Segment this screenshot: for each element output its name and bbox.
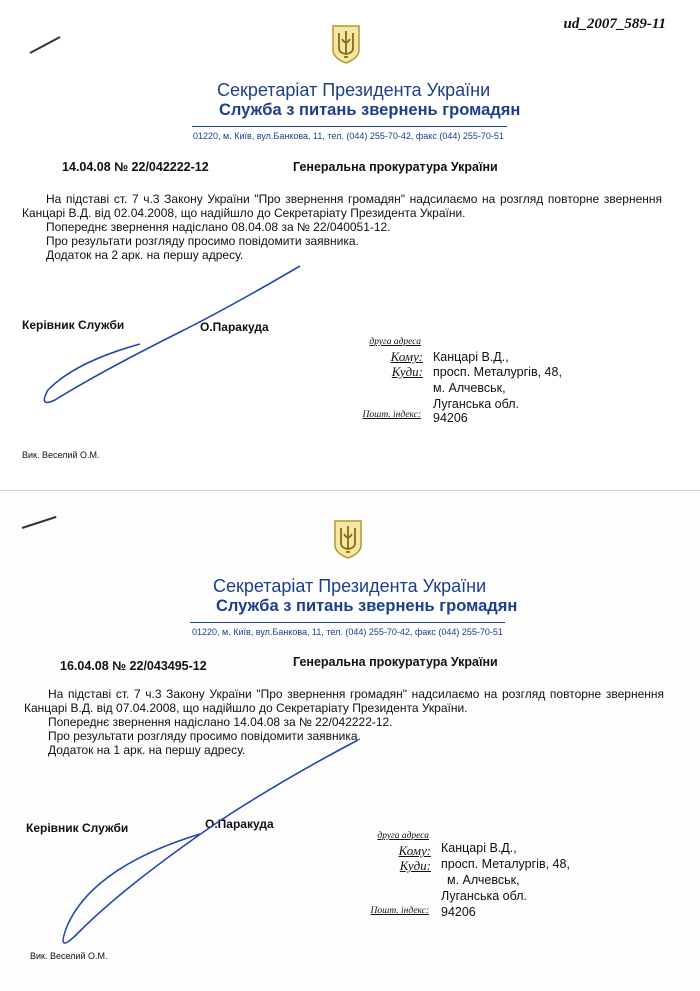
where-line: Луганська обл. xyxy=(441,889,527,903)
letter-1 xyxy=(0,0,700,488)
addressee: Генеральна прокуратура України xyxy=(293,160,498,174)
org-address: 01220, м. Київ, вул.Банкова, 11, тел. (044) 255-70-42, факс (044) 255-70-51 xyxy=(193,131,504,141)
reference-number: 16.04.08 № 22/043495-12 xyxy=(60,659,207,673)
body-paragraph: На підставі ст. 7 ч.3 Закону України "Про звернення громадян" надсилаємо на розгляд повторне звернення Канцарі В.Д. від 07.04.2008, що надійшло до Секретаріату Президента України. xyxy=(24,687,664,715)
postcode-label: Пошт. індекс: xyxy=(362,410,421,420)
executor: Вик. Веселий О.М. xyxy=(30,951,108,961)
postcode-value: 94206 xyxy=(441,905,476,919)
second-address-label: друга адреса xyxy=(377,831,429,841)
body-paragraph: На підставі ст. 7 ч.3 Закону України "Про звернення громадян" надсилаємо на розгляд повторне звернення Канцарі В.Д. від 02.04.2008, що надійшло до Секретаріату Президента України. xyxy=(22,192,662,220)
handwritten-signature xyxy=(30,262,310,412)
to-value: Канцарі В.Д., xyxy=(441,841,517,855)
org-department: Служба з питань звернень громадян xyxy=(216,597,518,615)
postcode-value: 94206 xyxy=(433,411,468,425)
org-name: Секретаріат Президента України xyxy=(217,80,491,100)
signer-title: Керівник Служби xyxy=(26,821,129,835)
reference-number: 14.04.08 № 22/042222-12 xyxy=(62,160,209,174)
to-value: Канцарі В.Д., xyxy=(433,350,509,364)
where-line: м. Алчевськ, xyxy=(433,381,506,395)
letterhead-rule xyxy=(190,622,505,623)
punch-mark xyxy=(22,516,57,529)
where-label: Куди: xyxy=(391,364,423,379)
where-label: Куди: xyxy=(399,858,431,873)
document-id: ud_2007_589-11 xyxy=(563,16,666,32)
punch-mark xyxy=(30,36,61,54)
org-name: Секретаріат Президента України xyxy=(213,576,487,596)
where-line: просп. Металургів, 48, xyxy=(441,857,570,871)
signer-name: О.Паракуда xyxy=(200,320,269,334)
handwritten-signature xyxy=(40,736,370,961)
org-address: 01220, м. Київ, вул.Банкова, 11, тел. (044) 255-70-42, факс (044) 255-70-51 xyxy=(192,627,503,637)
letter-2 xyxy=(0,490,700,991)
body-paragraph: Про результати розгляду просимо повідомити заявника. xyxy=(46,234,359,248)
body-paragraph: Попереднє звернення надіслано 14.04.08 за № 22/042222-12. xyxy=(48,715,393,729)
second-address-label: друга адреса xyxy=(369,337,421,347)
body-paragraph: Додаток на 1 арк. на першу адресу. xyxy=(48,743,246,757)
to-label: Кому: xyxy=(398,843,431,858)
signer-name: О.Паракуда xyxy=(205,817,274,831)
body-paragraph: Про результати розгляду просимо повідомити заявника. xyxy=(48,729,361,743)
addressee: Генеральна прокуратура України xyxy=(293,655,498,669)
letter-body xyxy=(22,192,662,262)
where-line: просп. Металургів, 48, xyxy=(433,365,562,379)
org-department: Служба з питань звернень громадян xyxy=(219,101,521,119)
trident-emblem-icon xyxy=(331,24,361,64)
postcode-label: Пошт. індекс: xyxy=(370,906,429,916)
where-line: м. Алчевськ, xyxy=(447,873,520,887)
executor: Вик. Веселий О.М. xyxy=(22,450,100,460)
body-paragraph: Попереднє звернення надіслано 08.04.08 за № 22/040051-12. xyxy=(46,220,391,234)
letterhead-rule xyxy=(192,126,507,127)
where-line: Луганська обл. xyxy=(433,397,519,411)
to-label: Кому: xyxy=(390,349,423,364)
trident-emblem-icon xyxy=(333,519,363,559)
signer-title: Керівник Служби xyxy=(22,318,125,332)
body-paragraph: Додаток на 2 арк. на першу адресу. xyxy=(46,248,244,262)
